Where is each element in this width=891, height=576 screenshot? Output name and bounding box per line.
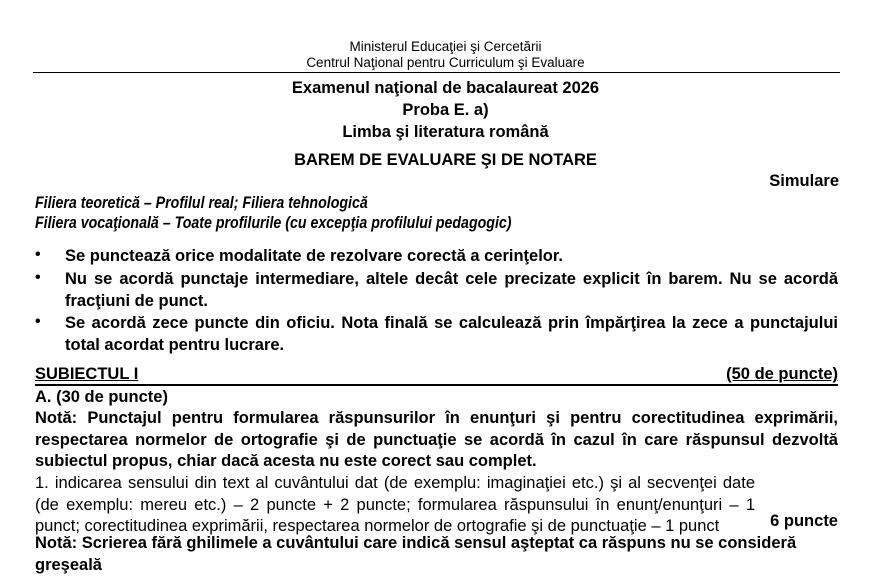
exam-title: Examenul naţional de bacalaureat 2026 [291,79,600,97]
filiera-text-2: Filiera vocaţională – Toate profilurile (cu excepţia profilului pedagogic) [35,214,512,232]
item-1-text: 1. indicarea sensului din text al cuvântului dat (de exemplu: imaginaţiei etc.) şi al secvenţei date (de exemplu: mereu etc.) – 2 puncte + 2 puncte; formularea răspunsului în enunţ/enunţuri – 1 punct; corectitudinea exprimării, respectarea normelor de ortografie şi de punctuaţie – 1 punct [35,474,755,535]
header-divider [33,72,840,73]
bullet-item-1: Se punctează orice modalitate de rezolvare corectă a cerinţelor. [65,247,563,265]
subject-title: Limba şi literatura română [342,123,549,141]
item-1-points: 6 puncte [770,512,838,530]
section-points: (50 de puncte) [726,365,838,383]
part-a-heading: A. (30 de puncte) [35,388,168,406]
bullet-icon: • [35,246,41,263]
center-header: Centrul Naţional pentru Curriculum şi Evaluare [306,55,585,70]
filiera-line-2 [35,214,589,233]
section-header [35,364,838,386]
bullet-icon: • [35,313,41,330]
ministry-header: Ministerul Educaţiei şi Cercetării [349,39,542,54]
proba-title: Proba E. a) [402,101,489,119]
bullet-item-2: Nu se acordă punctaje intermediare, altele decât cele precizate explicit în barem. Nu se acordă fracţiuni de punct. [65,270,838,310]
section-title: SUBIECTUL I [35,365,139,383]
filiera-text-1: Filiera teoretică – Profilul real; Filiera tehnologică [35,194,368,212]
note-2-paragraph: Notă: Scrierea fără ghilimele a cuvântului care indică sensul aşteptat ca răspuns nu se consideră greşeală [35,534,797,574]
bullet-icon: • [35,269,41,286]
filiera-line-1 [35,194,422,213]
bullet-item-3: Se acordă zece puncte din oficiu. Nota finală se calculează prin împărţirea la zece a punctajului total acordat pentru lucrare. [65,314,838,354]
simulare-label: Simulare [769,172,839,190]
note-paragraph: Notă: Punctajul pentru formularea răspunsurilor în enunţuri şi pentru corectitudinea exprimării, respectarea normelor de ortografie şi de punctuaţie se acordă în cazul în care răspunsul dezvoltă subiectul propus, chiar dacă acesta nu este corect sau complet. [35,409,838,470]
barem-title: BAREM DE EVALUARE ŞI DE NOTARE [294,151,597,169]
